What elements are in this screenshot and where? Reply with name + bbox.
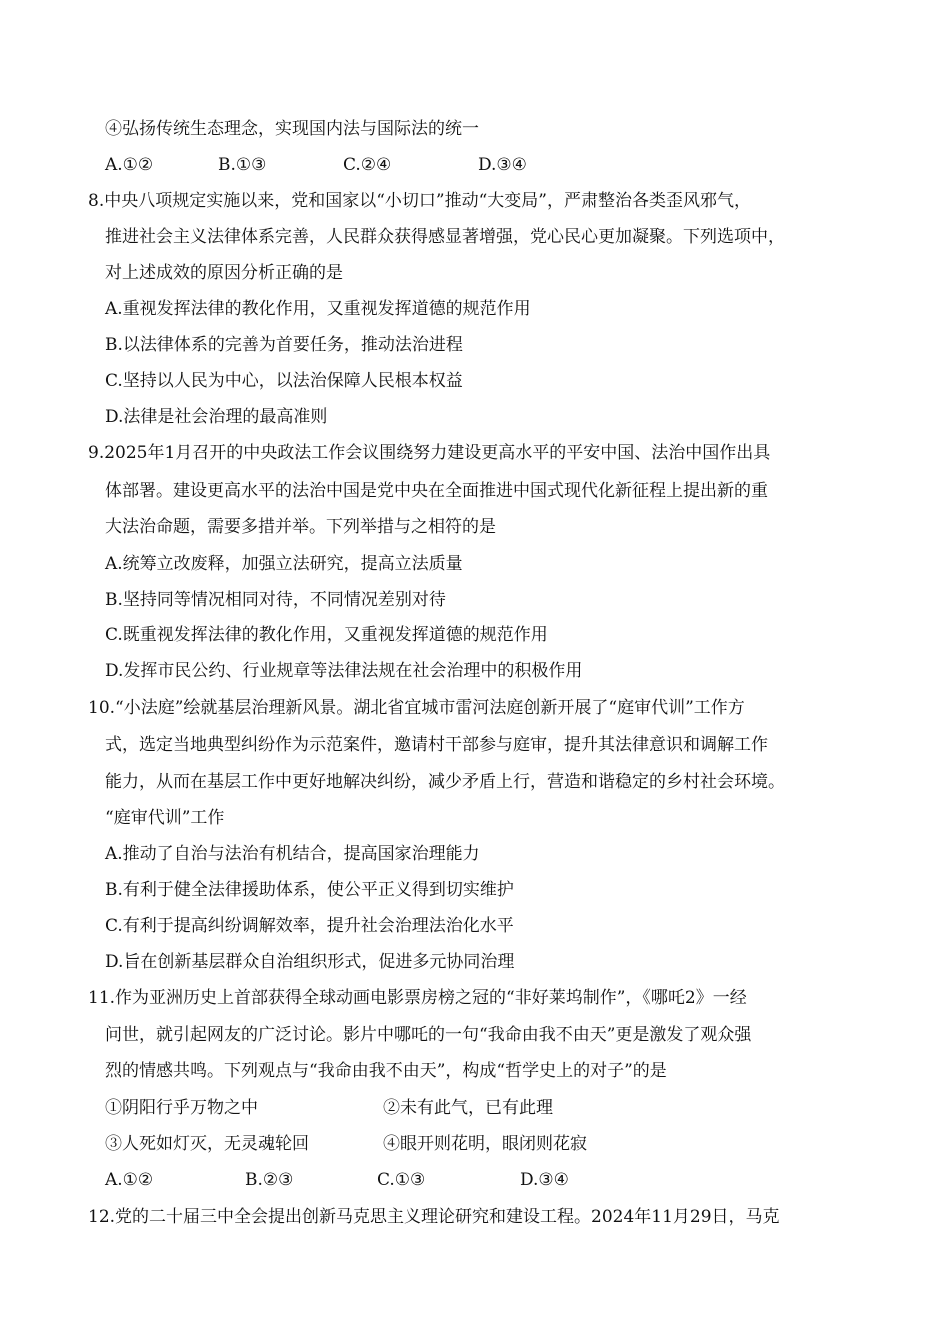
q7-option-a: A.①② (105, 155, 154, 175)
q9-stem-line-3: 大法治命题，需要多措并举。下列举措与之相符的是 (105, 517, 496, 537)
q10-option-d: D.旨在创新基层群众自治组织形式，促进多元协同治理 (105, 952, 515, 972)
q11-stem-line-3: 烈的情感共鸣。下列观点与“我命由我不由天”，构成“哲学史上的对子”的是 (105, 1061, 667, 1081)
q7-option-b: B.①③ (218, 155, 267, 175)
q7-item-4: ④弘扬传统生态理念，实现国内法与国际法的统一 (105, 119, 479, 139)
q8-stem-line-2: 推进社会主义法律体系完善，人民群众获得感显著增强，党心民心更加凝聚。下列选项中， (105, 227, 785, 247)
q9-option-c: C.既重视发挥法律的教化作用，又重视发挥道德的规范作用 (105, 625, 548, 645)
q8-option-c: C.坚持以人民为中心，以法治保障人民根本权益 (105, 371, 463, 391)
q9-option-d: D.发挥市民公约、行业规章等法律法规在社会治理中的积极作用 (105, 661, 583, 681)
q10-stem-line-1: 10.“小法庭”绘就基层治理新风景。湖北省宜城市雷河法庭创新开展了“庭审代训”工作方 (88, 698, 745, 718)
q9-option-a: A.统筹立改废释，加强立法研究，提高立法质量 (105, 554, 463, 574)
q11-item-1: ①阴阳行乎万物之中 (105, 1098, 258, 1118)
q11-item-2: ②未有此气，已有此理 (383, 1098, 553, 1118)
q12-stem-line-1: 12.党的二十届三中全会提出创新马克思主义理论研究和建设工程。2024年11月29日，马克 (88, 1207, 780, 1227)
q10-stem-line-2: 式，选定当地典型纠纷作为示范案件，邀请村干部参与庭审，提升其法律意识和调解工作 (105, 735, 768, 755)
q8-option-a: A.重视发挥法律的教化作用，又重视发挥道德的规范作用 (105, 299, 531, 319)
q8-stem-line-3: 对上述成效的原因分析正确的是 (105, 263, 343, 283)
q8-option-b: B.以法律体系的完善为首要任务，推动法治进程 (105, 335, 463, 355)
q10-option-a: A.推动了自治与法治有机结合，提高国家治理能力 (105, 844, 480, 864)
q11-stem-line-1: 11.作为亚洲历史上首部获得全球动画电影票房榜之冠的“非好莱坞制作”，《哪吒2》一经 (88, 988, 747, 1008)
q9-stem-line-1: 9.2025年1月召开的中央政法工作会议围绕努力建设更高水平的平安中国、法治中国作出具 (88, 443, 771, 463)
q11-option-d: D.③④ (520, 1170, 569, 1190)
q10-option-b: B.有利于健全法律援助体系，使公平正义得到切实维护 (105, 880, 514, 900)
q11-option-c: C.①③ (377, 1170, 426, 1190)
q11-item-4: ④眼开则花明，眼闭则花寂 (383, 1134, 587, 1154)
q10-stem-line-4: “庭审代训”工作 (105, 808, 225, 828)
q11-option-a: A.①② (105, 1170, 154, 1190)
q7-option-d: D.③④ (478, 155, 527, 175)
q10-option-c: C.有利于提高纠纷调解效率，提升社会治理法治化水平 (105, 916, 514, 936)
q8-option-d: D.法律是社会治理的最高准则 (105, 407, 328, 427)
q11-item-3: ③人死如灯灭，无灵魂轮回 (105, 1134, 309, 1154)
q11-option-b: B.②③ (245, 1170, 294, 1190)
q9-stem-line-2: 体部署。建设更高水平的法治中国是党中央在全面推进中国式现代化新征程上提出新的重 (105, 481, 768, 501)
q8-stem-line-1: 8.中央八项规定实施以来，党和国家以“小切口”推动“大变局”，严肃整治各类歪风邪气， (88, 191, 751, 211)
q10-stem-line-3: 能力，从而在基层工作中更好地解决纠纷，减少矛盾上行，营造和谐稳定的乡村社会环境。 (105, 772, 785, 792)
q9-option-b: B.坚持同等情况相同对待，不同情况差别对待 (105, 590, 446, 610)
q7-option-c: C.②④ (343, 155, 392, 175)
q11-stem-line-2: 问世，就引起网友的广泛讨论。影片中哪吒的一句“我命由我不由天”更是激发了观众强 (105, 1025, 752, 1045)
